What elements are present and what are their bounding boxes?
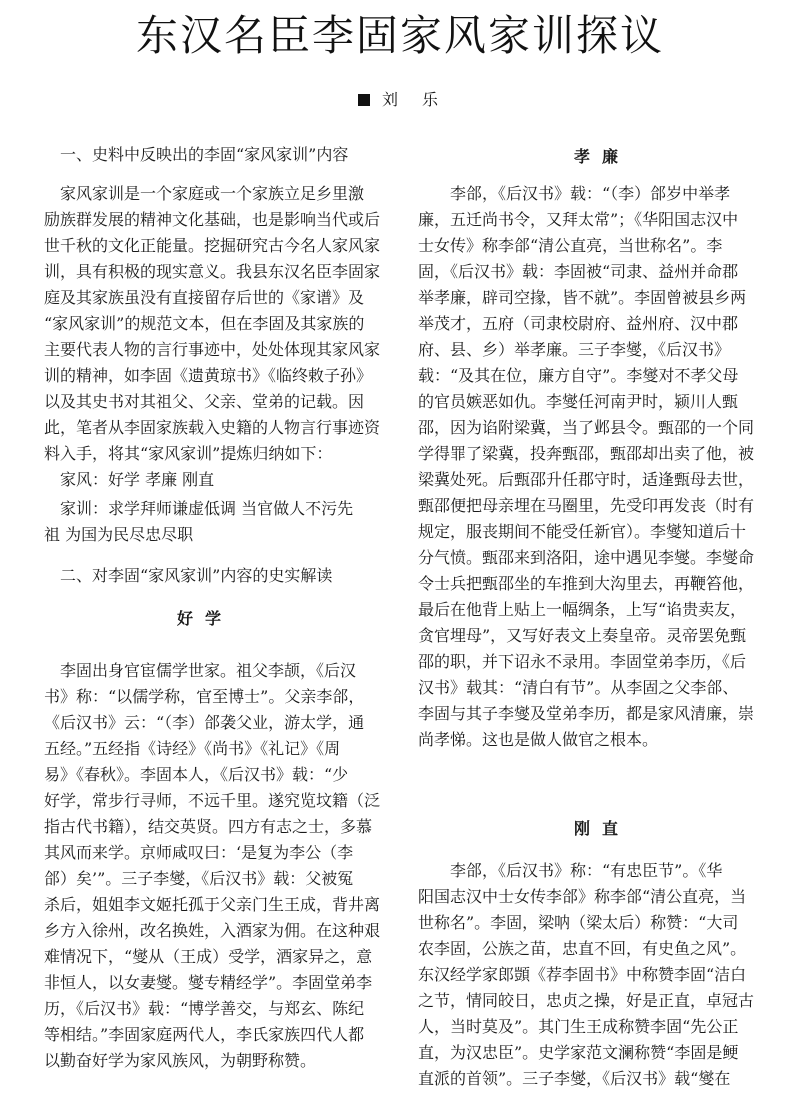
text-line: 五经。”五经指《诗经》《尚书》《礼记》《周 [44, 739, 341, 758]
text-line: 书》称：“以儒学称，官至博士”。父亲李郃， [44, 687, 365, 706]
section-heading: 好学 [177, 609, 234, 628]
text-line: 家训：求学拜师谦虚低调 当官做人不污先 [60, 499, 354, 518]
text-line: 固，《后汉书》载：李固被“司隶、益州并命郡 [418, 262, 739, 281]
text-line: 令士兵把甄邵坐的车推到大沟里去，再鞭笞他， [418, 574, 755, 593]
author-line [0, 88, 800, 112]
text-line: 乡方入徐州，改名换姓，入酒家为佣。在这种艰 [44, 921, 381, 940]
text-line: 学得罪了梁冀，投奔甄邵，甄邵却出卖了他，被 [418, 444, 755, 463]
article-title: 东汉名臣李固家风家训探议 [135, 11, 664, 60]
text-line: 好学，常步行寻师，不远千里。遂究览坟籍（泛 [44, 791, 381, 810]
text-line: 以勤奋好学为家风族风，为朝野称赞。 [44, 1051, 317, 1070]
text-line: 甄邵便把母亲埋在马圈里，先受印再发丧（时有 [418, 496, 755, 515]
square-bullet-icon [358, 94, 370, 106]
text-line: 直，为汉忠臣”。史学家范文澜称赞“李固是鲠 [418, 1043, 739, 1062]
text-line: 此，笔者从李固家族载入史籍的人物言行事迹资 [44, 418, 381, 437]
text-line: 励族群发展的精神文化基础，也是影响当代或后 [44, 210, 381, 229]
text-line: 李固出身官宦儒学世家。祖父李颉，《后汉 [60, 661, 357, 680]
text-line: 最后在他背上贴上一幅绸条，上写“谄贵卖友， [418, 600, 747, 619]
text-line: 一、史料中反映出的李固“家风家训”内容 [60, 145, 349, 164]
text-line: 历，《后汉书》载：“博学善交，与郑玄、陈纪 [44, 999, 365, 1018]
text-line: 家风家训是一个家庭或一个家族立足乡里激 [60, 184, 365, 203]
text-line: 李郃，《后汉书》称：“有忠臣节”。《华 [450, 861, 723, 880]
text-line: 东汉经学家郎顗《荐李固书》中称赞李固“洁白 [418, 965, 747, 984]
text-line: 贪官埋母”，又写好表文上奏皇帝。灵帝罢免甄 [418, 626, 747, 645]
text-line: 举茂才，五府（司隶校尉府、益州府、汉中郡 [418, 314, 739, 333]
text-line: 载：“及其在位，廉方自守”。李燮对不孝父母 [418, 366, 739, 385]
text-line: 分气愤。甄邵来到洛阳，途中遇见李燮。李燮命 [418, 548, 755, 567]
text-line: 李郃，《后汉书》载：“（李）郃岁中举孝 [450, 184, 731, 203]
text-line: 邵的职，并下诏永不录用。李固堂弟李历，《后 [418, 652, 747, 671]
text-line: 的官员嫉恶如仇。李燮任河南尹时，颍川人甄 [418, 392, 739, 411]
text-line: 庭及其家族虽没有直接留存后世的《家谱》及 [44, 288, 365, 307]
text-line: 世千秋的文化正能量。挖掘研究古今名人家风家 [44, 236, 381, 255]
text-line: 阳国志汉中士女传李郃》称李郃“清公直亮，当 [418, 887, 747, 906]
text-line: 祖 为国为民尽忠尽职 [44, 525, 194, 544]
text-line: “家风家训”的规范文本，但在李固及其家族的 [44, 314, 365, 333]
text-line: 训，具有积极的现实意义。我县东汉名臣李固家 [44, 262, 381, 281]
text-line: 人，当时莫及”。其门生王成称赞李固“先公正 [418, 1017, 739, 1036]
text-line: 指古代书籍），结交英贤。四方有志之士，多慕 [44, 817, 373, 836]
text-line: 其风而来学。京师咸叹曰：‘是复为李公（李 [44, 843, 354, 862]
text-line: 廉，五迁尚书令，又拜太常”；《华阳国志汉中 [418, 210, 739, 229]
text-line: 家风：好学 孝廉 刚直 [60, 470, 215, 489]
section-heading: 刚直 [574, 819, 631, 838]
text-line: 难情况下，“燮从（王成）受学，酒家异之，意 [44, 947, 373, 966]
text-line: 非恒人，以女妻燮。燮专精经学”。李固堂弟李 [44, 973, 373, 992]
text-line: 杀后，姐姐李文姬托孤于父亲门生王成，背井离 [44, 895, 381, 914]
text-line: 府、县、乡）举孝廉。三子李燮，《后汉书》 [418, 340, 731, 359]
text-line: 易》《春秋》。李固本人，《后汉书》载：“少 [44, 765, 349, 784]
section-heading: 孝廉 [574, 147, 631, 166]
text-line: 世称名”。李固，梁呐（梁太后）称赞：“大司 [418, 913, 739, 932]
text-line: 直派的首领”。三子李燮，《后汉书》载“燮在 [418, 1069, 731, 1088]
text-line: 《后汉书》云：“（李）郃袭父业，游太学，通 [44, 713, 365, 732]
text-line: 训的精神，如李固《遗黄琼书》《临终敕子孙》 [44, 366, 373, 385]
text-line: 农李固，公族之苗，忠直不回，有史鱼之风”。 [418, 939, 747, 958]
text-line: 举孝廉，辟司空掾，皆不就”。李固曾被县乡两 [418, 288, 747, 307]
text-line: 邵，因为谄附梁冀，当了邺县令。甄邵的一个同 [418, 418, 755, 437]
text-line: 主要代表人物的言行事迹中，处处体现其家风家 [44, 340, 381, 359]
text-line: 尚孝悌。这也是做人做官之根本。 [418, 730, 659, 749]
text-line: 料入手，将其“家风家训”提炼归纳如下： [44, 444, 333, 463]
text-line: 汉书》载其：“清白有节”。从李固之父李郃、 [418, 678, 739, 697]
author-name: 刘 乐 [381, 90, 442, 109]
text-line: 二、对李固“家风家训”内容的史实解读 [60, 566, 333, 585]
text-line: 郃）矣’”。三子李燮，《后汉书》载：父被冤 [44, 869, 354, 888]
text-line: 规定，服丧期间不能受任新官）。李燮知道后十 [418, 522, 747, 541]
text-line: 等相结。”李固家庭两代人，李氏家族四代人都 [44, 1025, 365, 1044]
text-line: 李固与其子李燮及堂弟李历，都是家风清廉，崇 [418, 704, 755, 723]
text-line: 以及其史书对其祖父、父亲、堂弟的记载。因 [44, 392, 365, 411]
text-line: 之节，情同皎日，忠贞之操，好是正直，卓冠古 [418, 991, 755, 1010]
text-line: 士女传》称李郃“清公直亮，当世称名”。李 [418, 236, 723, 255]
text-line: 梁冀处死。后甄邵升任郡守时，适逢甄母去世， [418, 470, 755, 489]
